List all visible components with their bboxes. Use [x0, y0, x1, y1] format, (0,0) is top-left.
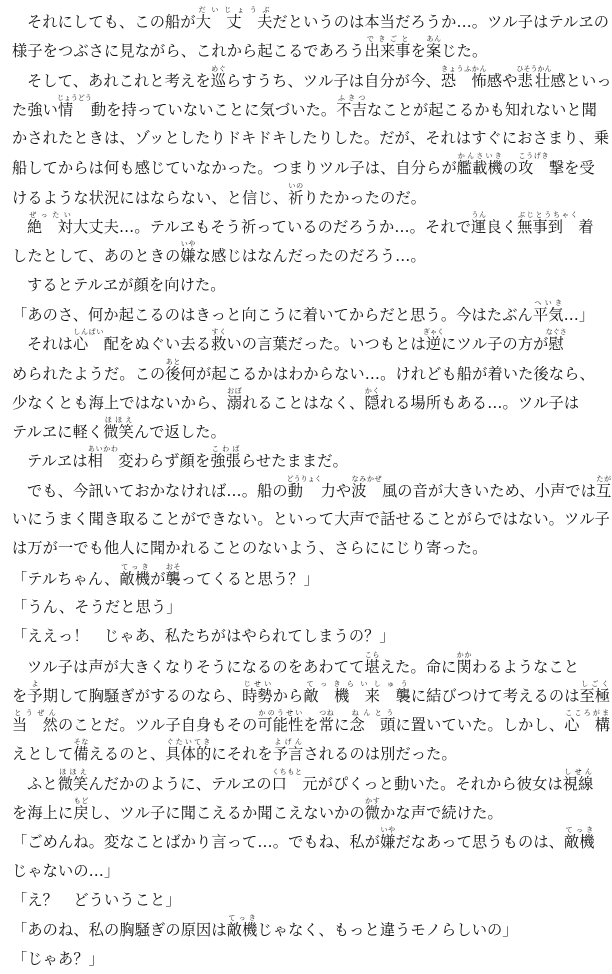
ruby-word	[471, 211, 487, 237]
ruby-word	[562, 767, 594, 793]
text-run: に置いていた。しかし、	[395, 716, 565, 735]
text-run: 「あのさ、何か起こるのはきっと向こうに着いてからだと思う。今はたぶん	[12, 305, 533, 324]
text-run: テルヱは	[27, 452, 88, 471]
text-run: でも、今訊いておかなければ…。船の	[27, 481, 288, 500]
text-run: が	[150, 569, 166, 588]
text-run: にツル子の方が	[441, 335, 549, 354]
text-line	[12, 123, 610, 152]
ruby-word	[440, 64, 487, 90]
ruby-reading: いや	[180, 240, 196, 249]
ruby-reading: おそ	[165, 562, 181, 571]
ruby-base: 動	[286, 481, 322, 500]
ruby-word	[165, 357, 181, 383]
ruby-base: 嫌	[380, 833, 396, 852]
ruby-base: 備	[73, 745, 89, 764]
text-run: それにしても、この船が	[27, 13, 196, 31]
ruby-base: 慰	[545, 335, 567, 354]
ruby-reading: かく	[364, 386, 380, 395]
text-line	[12, 944, 599, 973]
ruby-base: 戻	[73, 804, 89, 823]
ruby-base: 平気	[532, 305, 564, 324]
text-run: を	[12, 686, 28, 705]
ruby-base: 予言	[272, 745, 304, 764]
ruby-word	[364, 797, 381, 823]
ruby-base: 敵機	[119, 569, 151, 588]
ruby-base: 攻	[518, 159, 549, 178]
text-run: したとして、あのときの	[12, 247, 181, 266]
ruby-word	[73, 328, 104, 354]
text-line	[12, 6, 610, 35]
ruby-base: 敵 機 来 襲	[303, 686, 411, 705]
text-line	[12, 358, 599, 387]
ruby-reading: くちもと	[271, 767, 303, 776]
text-line	[12, 592, 599, 621]
ruby-reading: そな	[73, 738, 89, 747]
ruby-base: 嫌	[180, 247, 196, 266]
ruby-reading: かのうせい	[257, 709, 304, 718]
ruby-word	[318, 709, 335, 735]
ruby-base: 口	[271, 774, 303, 793]
ruby-base: 救	[211, 335, 227, 354]
text-line	[12, 474, 612, 504]
ruby-base: 互	[596, 481, 612, 500]
text-line	[12, 504, 611, 533]
ruby-word	[596, 474, 612, 500]
text-run: にそれを	[211, 745, 273, 764]
ruby-reading: あん	[425, 35, 442, 44]
ruby-reading: ぶじとうちゃく	[517, 211, 579, 220]
ruby-reading: なぐさ	[545, 328, 567, 337]
text-run: 感といっ	[550, 71, 612, 90]
ruby-reading: あいかわ	[87, 445, 119, 454]
ruby-word	[516, 64, 552, 90]
text-line	[12, 328, 599, 357]
text-run: かな声で続けた。	[380, 804, 503, 823]
text-run: な感じはなんだったのだろう…。	[195, 247, 426, 266]
text-line	[12, 387, 599, 416]
ruby-base: 波	[351, 481, 382, 500]
text-line	[12, 445, 599, 474]
ruby-base: 心 構	[564, 716, 611, 735]
ruby-base: 運	[471, 218, 487, 237]
ruby-base: 微	[364, 804, 381, 823]
ruby-reading: よ	[27, 679, 43, 688]
ruby-word	[119, 562, 151, 588]
ruby-word	[349, 709, 396, 735]
ruby-reading: へいき	[532, 298, 564, 307]
text-run: に	[334, 716, 350, 735]
text-line	[12, 738, 599, 767]
text-line	[12, 533, 599, 562]
ruby-base: 予	[27, 686, 43, 705]
text-line	[12, 64, 612, 94]
ruby-reading: めぐ	[210, 64, 227, 73]
ruby-reading: なみかぜ	[351, 474, 382, 483]
ruby-reading: ひそうかん	[516, 64, 552, 73]
text-line	[12, 35, 599, 64]
ruby-base: 不吉	[336, 100, 367, 119]
ruby-reading: じせい	[242, 679, 273, 688]
ruby-reading: てっき	[564, 826, 595, 835]
text-run: らすうち、ツル子は自分が今、	[226, 71, 441, 90]
ruby-base: 祈	[288, 188, 304, 207]
text-run: だなあって思うものは、	[395, 833, 565, 852]
text-run: 船してからは何も感じていなかった。つまりツル子は、自分らが	[12, 159, 457, 178]
text-line	[12, 152, 599, 181]
ruby-word	[364, 386, 380, 412]
ruby-word	[87, 445, 119, 471]
text-run: 期して胸騒ぎがするのなら、	[42, 686, 243, 705]
text-run: じた。	[441, 42, 488, 61]
ruby-reading: できごと	[364, 35, 411, 44]
text-run: ってくると思う？」	[180, 569, 319, 588]
ruby-base: 無事到	[517, 218, 579, 237]
text-run: 着	[578, 218, 594, 237]
ruby-word	[532, 298, 564, 324]
ruby-word	[380, 826, 396, 852]
ruby-word	[271, 767, 303, 793]
ruby-word	[288, 181, 304, 207]
text-run: の	[502, 159, 519, 178]
ruby-word	[422, 328, 444, 354]
text-run: し、ツル子に聞こえるか聞こえないかの	[88, 804, 365, 823]
text-run: を	[303, 716, 319, 735]
text-run: そして、あれこれと考えを	[27, 71, 211, 90]
ruby-base: 襲	[165, 569, 181, 588]
ruby-reading: ねんとう	[349, 709, 396, 718]
ruby-word	[456, 650, 472, 676]
text-run: …」	[563, 305, 595, 324]
text-run: 良く	[486, 218, 518, 237]
text-run: りたかったのだ。	[303, 188, 427, 207]
ruby-reading: たが	[596, 474, 612, 483]
ruby-word	[210, 64, 227, 90]
ruby-base: 相	[87, 452, 119, 471]
ruby-base: 時勢	[242, 686, 273, 705]
text-run: えるのと、	[88, 745, 166, 764]
ruby-base: 強張	[210, 452, 241, 471]
text-run: ふと	[27, 774, 58, 793]
ruby-word	[257, 709, 304, 735]
ruby-reading: ぐたいてき	[165, 738, 212, 747]
ruby-reading: しんぱい	[73, 328, 104, 337]
text-run: 元がぴくっと動いた。それから彼女は	[302, 774, 563, 793]
text-line	[12, 182, 599, 211]
text-run: められたようだ。この	[12, 364, 166, 383]
ruby-base: 常	[318, 716, 335, 735]
text-run: テルヱに軽く	[12, 423, 104, 442]
ruby-word	[103, 416, 134, 442]
text-run: けるような状況にはならない、と信じ、	[12, 188, 289, 207]
ruby-reading: ほほえ	[103, 416, 134, 425]
ruby-word	[211, 328, 227, 354]
ruby-word	[303, 679, 411, 705]
text-line	[12, 651, 599, 680]
text-run: 何が起こるかはわからない…。けれども船が着いた後なら、	[180, 364, 595, 383]
ruby-reading: もど	[73, 797, 89, 806]
text-run: を	[410, 42, 426, 61]
ruby-word	[286, 474, 322, 500]
ruby-base: 念 頭	[349, 716, 396, 735]
text-run: 変わらず顔を	[118, 452, 211, 471]
ruby-reading: きょうふかん	[440, 64, 487, 73]
text-run: 様子をつぶさに見ながら、これから起こるであろう	[12, 42, 365, 61]
ruby-reading: てっき	[226, 914, 258, 923]
ruby-base: 関	[456, 657, 472, 676]
ruby-word	[57, 767, 89, 793]
ruby-reading: しせん	[562, 767, 594, 776]
ruby-word	[272, 738, 304, 764]
ruby-word	[165, 738, 212, 764]
ruby-reading: うん	[471, 211, 487, 220]
text-run: は万が一でも他人に聞かれることのないよう、さらににじり寄った。	[12, 539, 488, 558]
ruby-word	[73, 738, 89, 764]
text-run: た強い	[12, 100, 59, 119]
ruby-reading: こわば	[210, 445, 241, 454]
ruby-base: 出来事	[364, 42, 411, 61]
text-run: 「テルちゃん、	[12, 569, 120, 588]
text-run: れることはなく、	[242, 393, 365, 412]
ruby-base: 艦載機	[456, 159, 503, 178]
text-line	[12, 885, 599, 914]
ruby-base: 後	[165, 364, 181, 383]
text-run: 「じゃあ？」	[12, 949, 105, 968]
ruby-base: 視線	[562, 774, 594, 793]
ruby-word	[517, 211, 579, 237]
ruby-word	[518, 152, 549, 178]
text-line	[12, 709, 611, 738]
text-run: を海上に	[12, 804, 74, 823]
ruby-word	[180, 240, 196, 266]
ruby-word	[564, 709, 611, 735]
text-run: 少なくとも海上ではないから、	[12, 393, 227, 412]
ruby-base: 恐 怖	[440, 71, 487, 90]
text-run: んだかのように、テルヱの	[88, 774, 272, 793]
text-run: から	[272, 686, 304, 705]
ruby-base: 堪	[364, 657, 380, 676]
ruby-word	[27, 211, 74, 237]
ruby-word	[364, 35, 411, 61]
ruby-reading: あと	[165, 357, 181, 366]
ruby-reading: よげん	[272, 738, 304, 747]
text-run: 大丈夫…。テルヱもそう祈っているのだろうか…。それで	[73, 218, 472, 237]
text-line	[12, 211, 599, 240]
ruby-base: 悲壮	[516, 71, 552, 90]
ruby-word	[425, 35, 442, 61]
ruby-reading: こころがま	[564, 709, 611, 718]
ruby-base: 絶 対	[27, 218, 74, 237]
ruby-base: 当 然	[12, 716, 59, 735]
ruby-word	[351, 474, 382, 500]
ruby-reading: つね	[318, 709, 335, 718]
text-run: 「ごめんね。変なことばかり言って…。でもね、私が	[12, 833, 381, 852]
ruby-base: 微笑	[57, 774, 89, 793]
ruby-reading: こうげき	[518, 152, 549, 161]
text-run: 「え？ どういうこと」	[12, 890, 181, 909]
ruby-base: 可能性	[257, 716, 304, 735]
ruby-base: 案	[425, 42, 442, 61]
ruby-word	[336, 93, 367, 119]
text-line	[12, 856, 599, 885]
text-run: れる場所もある…。ツル子は	[379, 393, 580, 412]
text-run: えた。命に	[379, 657, 457, 676]
ruby-base: 巡	[210, 71, 227, 90]
text-run: 撃を受	[548, 159, 595, 178]
ruby-word	[545, 328, 567, 354]
text-line	[12, 621, 599, 650]
text-run: 配をぬぐい去る	[103, 335, 212, 354]
text-run: 力や	[320, 481, 352, 500]
text-run: のことだ。ツル子自身もその	[58, 716, 258, 735]
ruby-word	[73, 797, 89, 823]
text-run: ツル子は声が大きくなりそうになるのをあわてて	[27, 657, 365, 676]
text-run: じゃないの…」	[12, 861, 120, 880]
ruby-word	[579, 679, 611, 705]
text-line	[12, 914, 599, 943]
ruby-reading: ほほえ	[57, 767, 89, 776]
text-line	[12, 826, 599, 855]
text-run: いの言葉だった。いつもとは	[226, 335, 426, 354]
ruby-reading: しごく	[579, 679, 611, 688]
ruby-reading: ふきつ	[336, 93, 367, 102]
ruby-reading: かす	[364, 797, 381, 806]
ruby-word	[564, 826, 595, 852]
ruby-reading: てっきらいしゅう	[303, 679, 411, 688]
ruby-word	[195, 6, 273, 31]
ruby-base: 逆	[422, 335, 444, 354]
ruby-base: 具体的	[165, 745, 212, 764]
text-run: じゃなく、もっと違うモノらしいの」	[257, 921, 518, 940]
ruby-reading: てっき	[119, 562, 151, 571]
text-run: 感や	[486, 71, 518, 90]
text-run: わるようなこと	[471, 657, 580, 676]
ruby-word	[56, 93, 92, 119]
text-run: 動を持っていないことに気づいた。	[90, 100, 337, 119]
text-line	[12, 768, 599, 797]
ruby-reading: かか	[456, 650, 472, 659]
ruby-word	[165, 562, 181, 588]
text-run: えとして	[12, 745, 74, 764]
text-line	[12, 797, 599, 826]
ruby-reading: いや	[380, 826, 396, 835]
ruby-base: 微笑	[103, 423, 134, 442]
ruby-reading: ぎゃく	[422, 328, 444, 337]
ruby-base: 大 丈 夫	[195, 13, 273, 31]
ruby-word	[210, 445, 241, 471]
text-line	[12, 240, 599, 269]
ruby-base: 敵機	[226, 921, 258, 940]
text-line	[12, 416, 599, 445]
text-run: だというのは本当だろうか…。ツル子はテルヱの	[272, 13, 610, 31]
text-line	[12, 679, 611, 709]
ruby-reading: とうぜん	[12, 709, 59, 718]
text-run: に結びつけて考えるのは	[410, 686, 580, 705]
text-run: されるのは別だった。	[303, 745, 457, 764]
ruby-base: 敵機	[564, 833, 595, 852]
text-line	[12, 299, 599, 328]
ruby-base: 隠	[364, 393, 380, 412]
text-run: なことが起こるかも知れないと聞	[366, 100, 598, 119]
text-run: 風の音が大きいため、小声では	[381, 481, 597, 500]
ruby-word	[12, 709, 59, 735]
ruby-word	[364, 650, 380, 676]
ruby-base: 至極	[579, 686, 611, 705]
text-run: それは	[27, 335, 74, 354]
text-run: いにうまく聞き取ることができない。といって大声で話せることがらではない。ツル子	[12, 510, 611, 529]
ruby-reading: ぜったい	[27, 211, 74, 220]
ruby-base: 溺	[226, 393, 243, 412]
text-run: 「あのね、私の胸騒ぎの原因は	[12, 921, 227, 940]
ruby-word	[226, 386, 243, 412]
ruby-base: 心	[73, 335, 104, 354]
ruby-reading: じょうどう	[56, 93, 92, 102]
ruby-base: 情	[56, 100, 92, 119]
ruby-word	[226, 914, 258, 940]
text-run: かされたときは、ゾッとしたりドキドキしたりした。だが、それはすぐにおさまり、乗	[12, 129, 610, 148]
ruby-reading: だいじょうぶ	[195, 6, 273, 14]
text-line	[12, 94, 599, 123]
ruby-reading: いの	[288, 181, 304, 190]
ruby-reading: こら	[364, 650, 380, 659]
ruby-word	[27, 679, 43, 705]
text-run: 「ええっ！ じゃあ、私たちがはやられてしまうの？」	[12, 627, 395, 646]
ruby-reading: かんさいき	[456, 152, 503, 161]
text-run: 「うん、そうだと思う」	[12, 597, 182, 616]
ruby-word	[456, 152, 503, 178]
text-run: んで返した。	[133, 423, 226, 442]
ruby-reading: おぼ	[226, 386, 243, 395]
ruby-reading: どうりょく	[286, 474, 322, 483]
ruby-word	[242, 679, 273, 705]
ruby-reading: すく	[211, 328, 227, 337]
text-line	[12, 563, 599, 592]
text-run: するとテルヱが顔を向けた。	[27, 275, 226, 294]
text-line	[12, 270, 599, 299]
text-run: らせたままだ。	[241, 452, 348, 471]
